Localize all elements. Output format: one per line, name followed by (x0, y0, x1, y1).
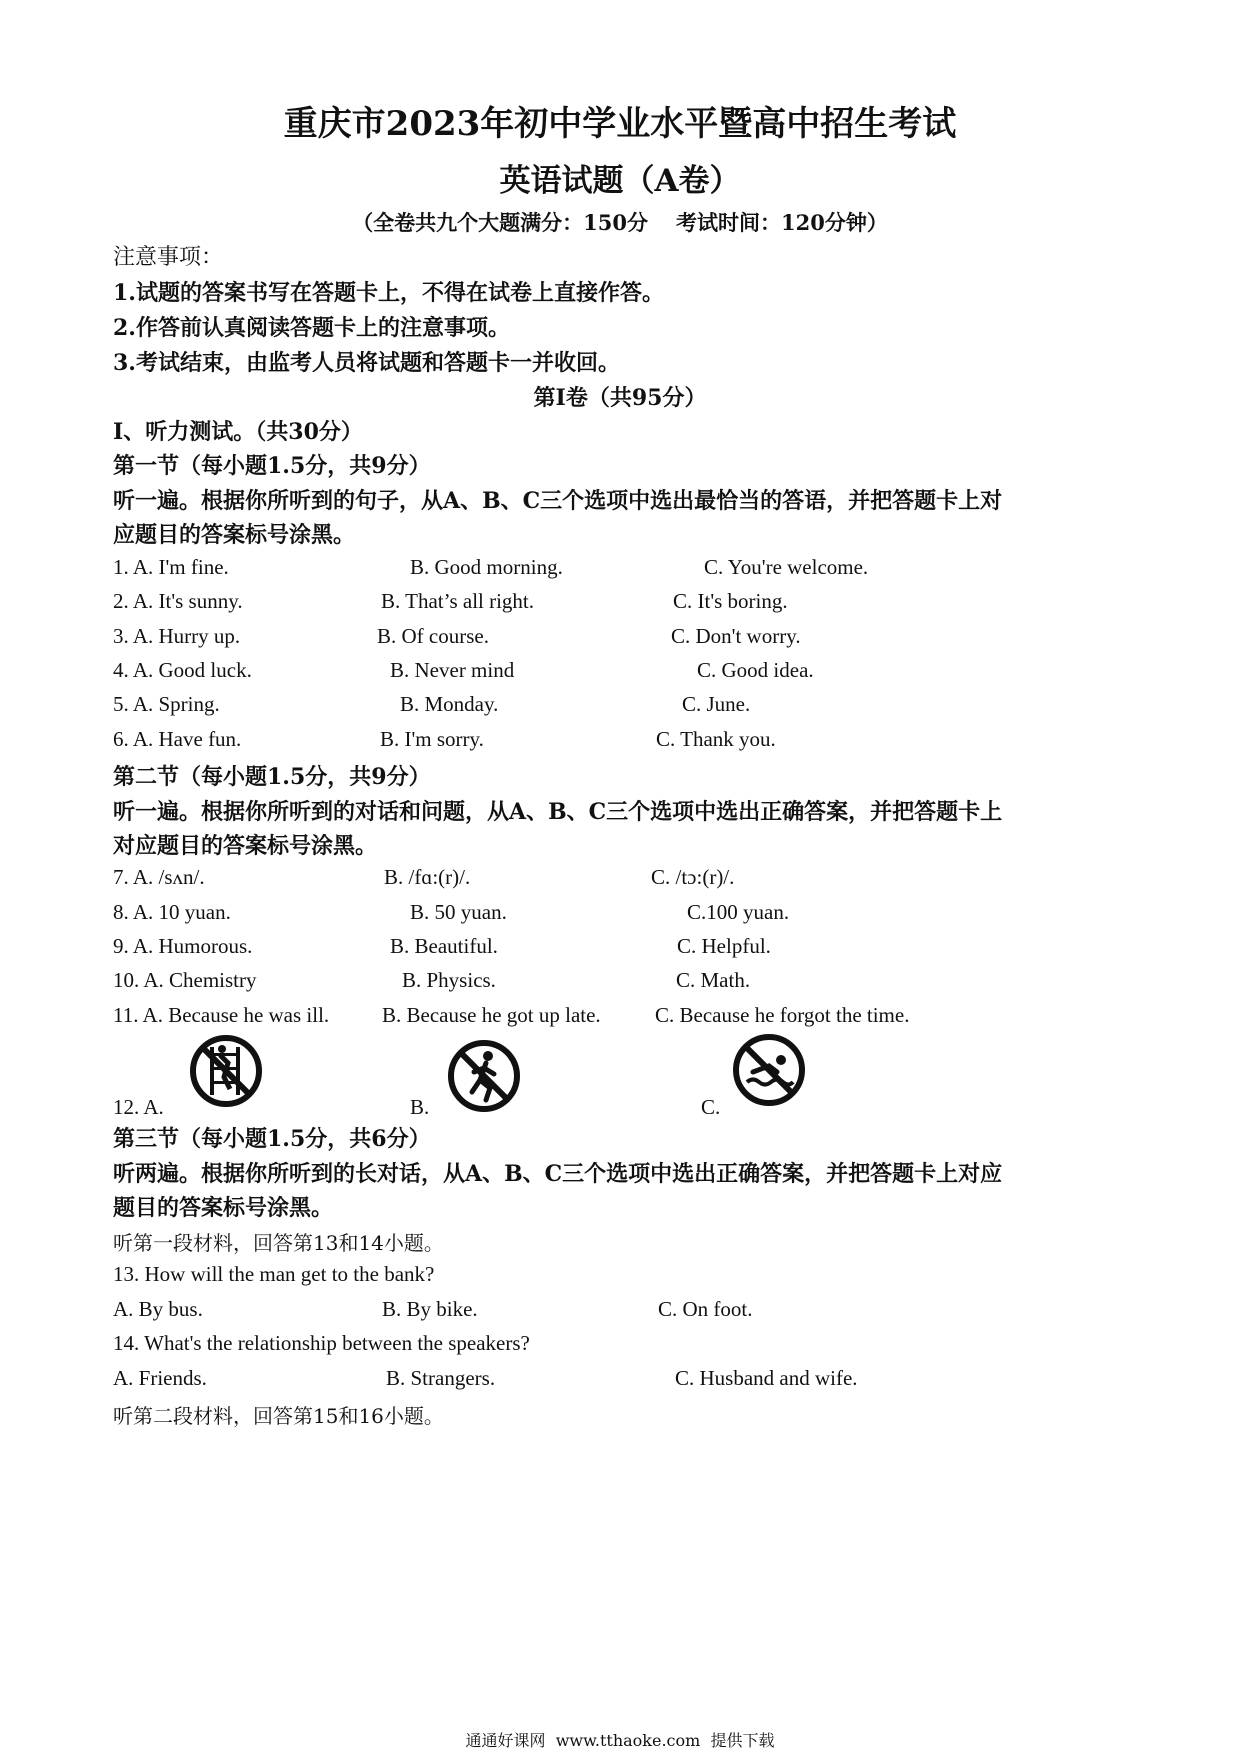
q6-option-b: B. I'm sorry. (380, 727, 484, 751)
q10-option-a: 10. A. Chemistry (113, 968, 257, 992)
footer-note: 提供下载 (710, 1731, 775, 1750)
q1-option-a: 1. A. I'm fine. (113, 555, 229, 579)
footer-site-name: 通通好课网 (465, 1731, 546, 1750)
q3-option-b: B. Of course. (377, 624, 489, 648)
footer-url[interactable]: www.tthaoke.com (555, 1731, 701, 1750)
section2-instruction: 对应题目的答案标号涂黑。 (113, 833, 378, 859)
q12-option-b: B. (410, 1095, 430, 1119)
q3-option-c: C. Don't worry. (671, 624, 801, 648)
no-running-icon (446, 1038, 522, 1114)
q6-option-a: 6. A. Have fun. (113, 727, 242, 751)
q13-option-b: B. By bike. (382, 1297, 478, 1321)
q14-option-c: C. Husband and wife. (675, 1366, 858, 1390)
q13-option-a: A. By bus. (113, 1297, 203, 1321)
material-note: 听第一段材料，回答第13和14小题。 (113, 1231, 444, 1255)
q14-stem: 14. What's the relationship between the speakers? (113, 1331, 530, 1355)
q9-option-a: 9. A. Humorous. (113, 934, 253, 958)
q13-stem: 13. How will the man get to the bank? (113, 1262, 435, 1286)
q7-option-b: B. /fɑ:(r)/. (384, 865, 471, 889)
section1-instruction: 听一遍。根据你所听到的句子，从A、B、C三个选项中选出最恰当的答语，并把答题卡上对 (113, 488, 1003, 514)
q1-option-b: B. Good morning. (410, 555, 563, 579)
no-swimming-icon (731, 1032, 807, 1108)
q2-option-b: B. That’s all right. (381, 589, 535, 613)
q7-option-a: 7. A. /sʌn/. (113, 865, 205, 889)
q5-option-c: C. June. (682, 692, 751, 716)
exam-info (0, 207, 1240, 237)
exam-title: 重庆市2023年初中学业水平暨高中招生考试 (283, 104, 957, 144)
section3-instruction: 听两遍。根据你所听到的长对话，从A、B、C三个选项中选出正确答案，并把答题卡上对应 (113, 1161, 1003, 1187)
exam-info-score: （全卷共九个大题满分：150分 (352, 210, 648, 235)
q7-option-c: C. /tɔ:(r)/. (651, 865, 735, 889)
section3-instruction: 题目的答案标号涂黑。 (113, 1195, 334, 1221)
q12-option-a: 12. A. (113, 1095, 164, 1119)
section2-instruction: 听一遍。根据你所听到的对话和问题，从A、B、C三个选项中选出正确答案，并把答题卡上 (113, 799, 1003, 825)
q10-option-c: C. Math. (676, 968, 751, 992)
q9-option-b: B. Beautiful. (390, 934, 498, 958)
note-item: 1.试题的答案书写在答题卡上，不得在试卷上直接作答。 (113, 280, 664, 306)
q3-option-a: 3. A. Hurry up. (113, 624, 241, 648)
q10-option-b: B. Physics. (402, 968, 496, 992)
q11-option-c: C. Because he forgot the time. (655, 1003, 910, 1027)
no-climbing-icon (188, 1033, 264, 1109)
part-heading: 第Ⅰ卷（共95分） (533, 385, 707, 411)
exam-info-time: 考试时间：120分钟） (676, 210, 888, 235)
q5-option-a: 5. A. Spring. (113, 692, 220, 716)
section1-heading: 第一节（每小题1.5分，共9分） (113, 453, 431, 479)
q11-option-b: B. Because he got up late. (382, 1003, 601, 1027)
q8-option-c: C.100 yuan. (687, 900, 790, 924)
q4-option-c: C. Good idea. (697, 658, 814, 682)
q9-option-c: C. Helpful. (677, 934, 771, 958)
q2-option-c: C. It's boring. (673, 589, 788, 613)
notes-heading: 注意事项： (113, 245, 224, 270)
q12-option-c: C. (701, 1095, 721, 1119)
q13-option-c: C. On foot. (658, 1297, 753, 1321)
section-heading: Ⅰ、听力测试。（共30分） (113, 419, 363, 445)
q14-option-b: B. Strangers. (386, 1366, 496, 1390)
q2-option-a: 2. A. It's sunny. (113, 589, 243, 613)
q5-option-b: B. Monday. (400, 692, 499, 716)
section3-heading: 第三节（每小题1.5分，共6分） (113, 1126, 431, 1152)
note-item: 3.考试结束，由监考人员将试题和答题卡一并收回。 (113, 350, 620, 376)
material-note: 听第二段材料，回答第15和16小题。 (113, 1404, 444, 1428)
q4-option-a: 4. A. Good luck. (113, 658, 252, 682)
q1-option-c: C. You're welcome. (704, 555, 869, 579)
exam-subtitle: 英语试题（A卷） (499, 163, 741, 199)
q11-option-a: 11. A. Because he was ill. (113, 1003, 330, 1027)
section2-heading: 第二节（每小题1.5分，共9分） (113, 764, 431, 790)
q6-option-c: C. Thank you. (656, 727, 776, 751)
q8-option-b: B. 50 yuan. (410, 900, 507, 924)
q8-option-a: 8. A. 10 yuan. (113, 900, 231, 924)
q4-option-b: B. Never mind (390, 658, 515, 682)
note-item: 2.作答前认真阅读答题卡上的注意事项。 (113, 315, 510, 341)
section1-instruction: 应题目的答案标号涂黑。 (113, 522, 356, 548)
q14-option-a: A. Friends. (113, 1366, 207, 1390)
page-footer (0, 1728, 1240, 1751)
